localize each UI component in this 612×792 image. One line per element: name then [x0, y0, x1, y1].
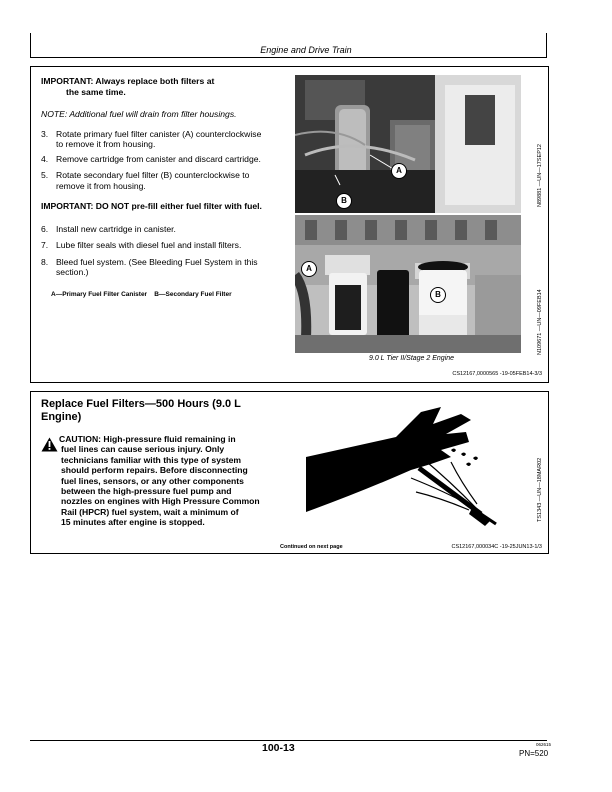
section-replace-fuel-filters: [30, 391, 549, 554]
figure-legend: A—Primary Fuel Filter Canister B—Secondary Fuel Filter: [51, 291, 232, 298]
step-number: 5.: [41, 170, 49, 181]
important-line-1: IMPORTANT: Always replace both filters at: [41, 76, 215, 86]
step-text-line: Remove cartridge from canister and discard cartridge.: [56, 153, 261, 164]
part-number: PN=520: [519, 749, 549, 758]
header-bottom-rule: [30, 57, 547, 58]
callout-a-top: A: [391, 163, 407, 179]
step-text-line: Rotate primary fuel filter canister (A) counterclockwise: [56, 129, 262, 139]
step-text-line: Rotate secondary fuel filter (B) counterclockwise to: [56, 170, 250, 181]
section-title-line: Engine): [41, 410, 82, 423]
photo-bottom-code: N109671 —UN—09FEB14: [537, 289, 543, 355]
caution-text: [59, 434, 299, 528]
important-line-2: the same time.: [66, 86, 126, 97]
step-number: 4.: [41, 153, 49, 164]
step-3: [41, 129, 296, 150]
illustration-code: TS1343 —UN—18MAR02: [537, 457, 543, 522]
section-reference-code: CS12167,0000565 -19-05FEB14-3/3: [452, 371, 542, 377]
step-text-line: remove it from housing.: [56, 180, 146, 191]
section-title: [41, 398, 301, 423]
caution-line: CAUTION: High-pressure fluid remaining in: [59, 434, 236, 444]
section-title-line: Replace Fuel Filters—500 Hours (9.0 L: [41, 398, 241, 410]
step-5: [41, 170, 296, 191]
section-fuel-filter-steps: [30, 66, 549, 383]
caution-line: fuel lines can cause serious injury. Only: [61, 444, 225, 455]
caution-line: between the high-pressure fuel pump and: [61, 486, 232, 497]
step-text-line: section.): [56, 267, 89, 278]
important-no-prefill: IMPORTANT: DO NOT pre-fill either fuel filter with fuel.: [41, 201, 262, 211]
step-number: 3.: [41, 129, 49, 139]
caution-line: Rail (HPCR) fuel system, wait a minimum of: [61, 506, 239, 517]
step-number: 7.: [41, 240, 49, 251]
engine-photo-bottom-drawing: [295, 215, 521, 353]
photo-top-code: N89881 —UN—17SEP12: [537, 144, 543, 207]
callout-a-bottom: A: [301, 261, 317, 277]
footer-small-code: 062615: [536, 742, 552, 747]
continued-note: Continued on next page: [280, 544, 343, 550]
high-pressure-fluid-hand-illustration: [301, 402, 511, 532]
engine-photo-top: [295, 75, 521, 213]
important-replace-both: [41, 76, 281, 97]
step-text-line: Lube filter seals with diesel fuel and install filters.: [56, 240, 242, 251]
step-number: 6.: [41, 224, 49, 234]
step-text-line: Bleed fuel system. (See Bleeding Fuel System in this: [56, 256, 258, 267]
page-header-title: Engine and Drive Train: [260, 45, 352, 55]
step-number: 8.: [41, 256, 49, 267]
steps-list-a: [41, 129, 296, 191]
note-drain: NOTE: Additional fuel will drain from filter housings.: [41, 109, 237, 119]
caution-triangle-icon: [41, 437, 58, 452]
caution-line: 15 minutes after engine is stopped.: [61, 517, 205, 528]
engine-photo-bottom: [295, 215, 521, 353]
caution-line: nozzles on engines with High Pressure Common: [61, 496, 260, 507]
step-4: [41, 154, 296, 164]
caution-line: fuel lines, sensors, or any other components: [61, 475, 244, 486]
step-7: [41, 240, 296, 250]
engine-photo-top-drawing: [295, 75, 521, 213]
figure-caption: 9.0 L Tier II/Stage 2 Engine: [369, 355, 455, 362]
step-6: [41, 224, 296, 234]
footer-rule: [30, 740, 547, 741]
steps-list-b: [41, 224, 296, 278]
caution-line: should perform repairs. Before disconnecting: [61, 465, 248, 476]
step-8: [41, 257, 296, 278]
callout-b-top: B: [336, 193, 352, 209]
callout-b-bottom: B: [430, 287, 446, 303]
caution-line: technicians familiar with this type of system: [61, 454, 242, 465]
section-reference-code: CS12167,000034C -19-25JUN13-1/3: [451, 544, 542, 550]
step-text-line: to remove it from housing.: [56, 139, 156, 150]
page-number: 100-13: [262, 742, 295, 754]
step-text-line: Install new cartridge in canister.: [56, 224, 176, 234]
